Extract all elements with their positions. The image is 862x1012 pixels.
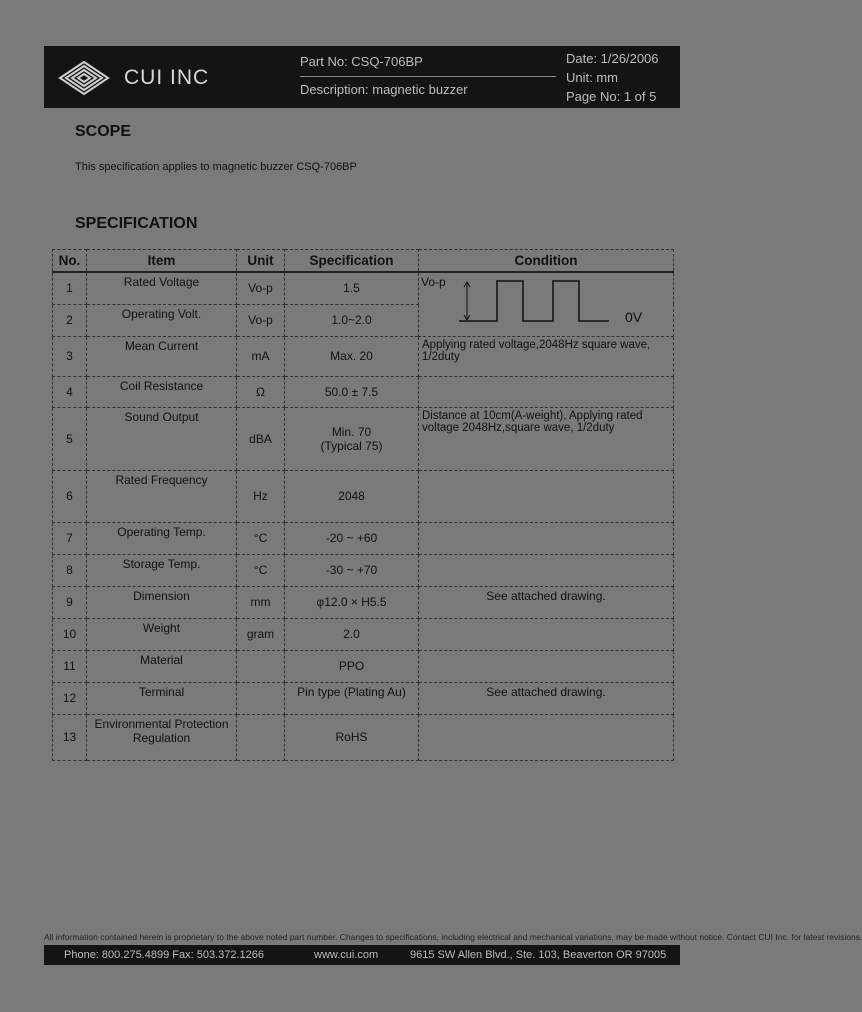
row-unit: [237, 650, 285, 682]
row-spec: -30 ~ +70: [285, 554, 419, 586]
row-no: 9: [53, 586, 87, 618]
company-name: CUI INC: [124, 66, 210, 89]
header-item: Item: [87, 250, 237, 273]
table-row: [53, 682, 674, 714]
row-spec: 1.0~2.0: [285, 304, 419, 336]
row-no: 4: [53, 376, 87, 407]
row-unit: Hz: [237, 470, 285, 522]
header-condition: Condition: [419, 250, 674, 273]
header-divider: [300, 76, 556, 77]
scope-heading: SCOPE: [75, 123, 132, 140]
row-spec: RoHS: [285, 714, 419, 760]
row-spec: 2.0: [285, 618, 419, 650]
row-item: Operating Temp.: [87, 522, 237, 554]
footer-disclaimer: All information contained herein is proprietary to the above noted part number. Changes to specifications, including electrical and mechanical variations, may be made without notice. Contact CUI Inc. for latest revisions.: [44, 932, 862, 942]
row-unit: [237, 682, 285, 714]
row-condition: [419, 650, 674, 682]
row-item: Mean Current: [87, 336, 237, 376]
row-condition: See attached drawing.: [419, 682, 674, 714]
row-no: 3: [53, 336, 87, 376]
waveform-cell: [419, 272, 674, 336]
row-spec: -20 ~ +60: [285, 522, 419, 554]
row-no: 6: [53, 470, 87, 522]
row-item-line2: Regulation: [132, 730, 191, 745]
footer-website: www.cui.com: [314, 949, 379, 961]
specification-heading: SPECIFICATION: [75, 215, 198, 232]
part-number: Part No: CSQ-706BP: [300, 54, 423, 69]
row-no: 13: [53, 714, 87, 760]
table-row: [53, 554, 674, 586]
company-logo: [52, 52, 232, 102]
row-no: 8: [53, 554, 87, 586]
row-unit: mm: [237, 586, 285, 618]
table-row: [53, 650, 674, 682]
table-row: [53, 376, 674, 407]
row-condition: [419, 470, 674, 522]
table-row: [53, 586, 674, 618]
row-spec: PPO: [285, 650, 419, 682]
footer-phone: Phone: 800.275.4899 Fax: 503.372.1266: [64, 949, 265, 961]
row-unit: gram: [237, 618, 285, 650]
row-spec: Pin type (Plating Au): [285, 682, 419, 714]
row-no: 1: [53, 272, 87, 304]
row-spec: 2048: [285, 470, 419, 522]
row-condition: [419, 522, 674, 554]
row-spec: 50.0 ± 7.5: [285, 376, 419, 407]
row-spec-line2: (Typical 75): [320, 438, 383, 453]
row-condition: [419, 618, 674, 650]
row-item: Storage Temp.: [87, 554, 237, 586]
row-condition: See attached drawing.: [419, 586, 674, 618]
footer-address: 9615 SW Allen Blvd., Ste. 103, Beaverton OR 97005: [410, 949, 667, 961]
row-item: Material: [87, 650, 237, 682]
row-spec: φ12.0 × H5.5: [285, 586, 419, 618]
row-unit: Vo-p: [237, 272, 285, 304]
row-no: 7: [53, 522, 87, 554]
row-unit: °C: [237, 522, 285, 554]
row-spec: Max. 20: [285, 336, 419, 376]
row-spec: [285, 407, 419, 470]
header-specification: Specification: [285, 250, 419, 273]
waveform-bottom-label: 0V: [625, 309, 643, 325]
row-unit: Vo-p: [237, 304, 285, 336]
table-row: [53, 522, 674, 554]
table-row: [53, 714, 674, 760]
page-number: Page No: 1 of 5: [566, 89, 657, 104]
row-item: Rated Frequency: [87, 470, 237, 522]
cui-logo-icon: [52, 52, 116, 102]
row-no: 2: [53, 304, 87, 336]
row-unit: Ω: [237, 376, 285, 407]
row-condition: [419, 714, 674, 760]
row-spec-line1: Min. 70: [331, 424, 372, 439]
document-date: Date: 1/26/2006: [566, 51, 659, 66]
row-condition: [419, 376, 674, 407]
row-item: Sound Output: [87, 407, 237, 470]
row-condition: [419, 554, 674, 586]
header-unit: Unit: [237, 250, 285, 273]
row-spec: 1.5: [285, 272, 419, 304]
scope-text: This specification applies to magnetic buzzer CSQ-706BP: [75, 161, 357, 173]
header-no: No.: [53, 250, 87, 273]
row-unit: °C: [237, 554, 285, 586]
row-item-line1: Environmental Protection: [94, 716, 229, 731]
table-row: [53, 336, 674, 376]
table-header-row: [53, 250, 674, 273]
row-no: 11: [53, 650, 87, 682]
row-item: Dimension: [87, 586, 237, 618]
table-row: [53, 407, 674, 470]
row-item: Weight: [87, 618, 237, 650]
specification-table: [52, 249, 674, 761]
row-condition: Distance at 10cm(A-weight), Applying rated voltage 2048Hz,square wave, 1/2duty: [419, 407, 674, 470]
part-description: Description: magnetic buzzer: [300, 82, 468, 97]
row-unit: dBA: [237, 407, 285, 470]
table-row: [53, 618, 674, 650]
row-item: [87, 714, 237, 760]
row-no: 12: [53, 682, 87, 714]
row-item: Operating Volt.: [87, 304, 237, 336]
document-header: [44, 46, 680, 108]
table-row: [53, 470, 674, 522]
document-unit: Unit: mm: [566, 70, 618, 85]
row-no: 10: [53, 618, 87, 650]
square-wave-diagram: [449, 273, 649, 333]
row-unit: [237, 714, 285, 760]
waveform-top-label: Vo-p: [421, 275, 446, 289]
row-no: 5: [53, 407, 87, 470]
document-footer: [44, 945, 680, 965]
table-row: [53, 272, 674, 304]
row-item: Rated Voltage: [87, 272, 237, 304]
row-item: Coil Resistance: [87, 376, 237, 407]
row-item: Terminal: [87, 682, 237, 714]
row-condition: Applying rated voltage,2048Hz square wave, 1/2duty: [419, 336, 674, 376]
row-unit: mA: [237, 336, 285, 376]
